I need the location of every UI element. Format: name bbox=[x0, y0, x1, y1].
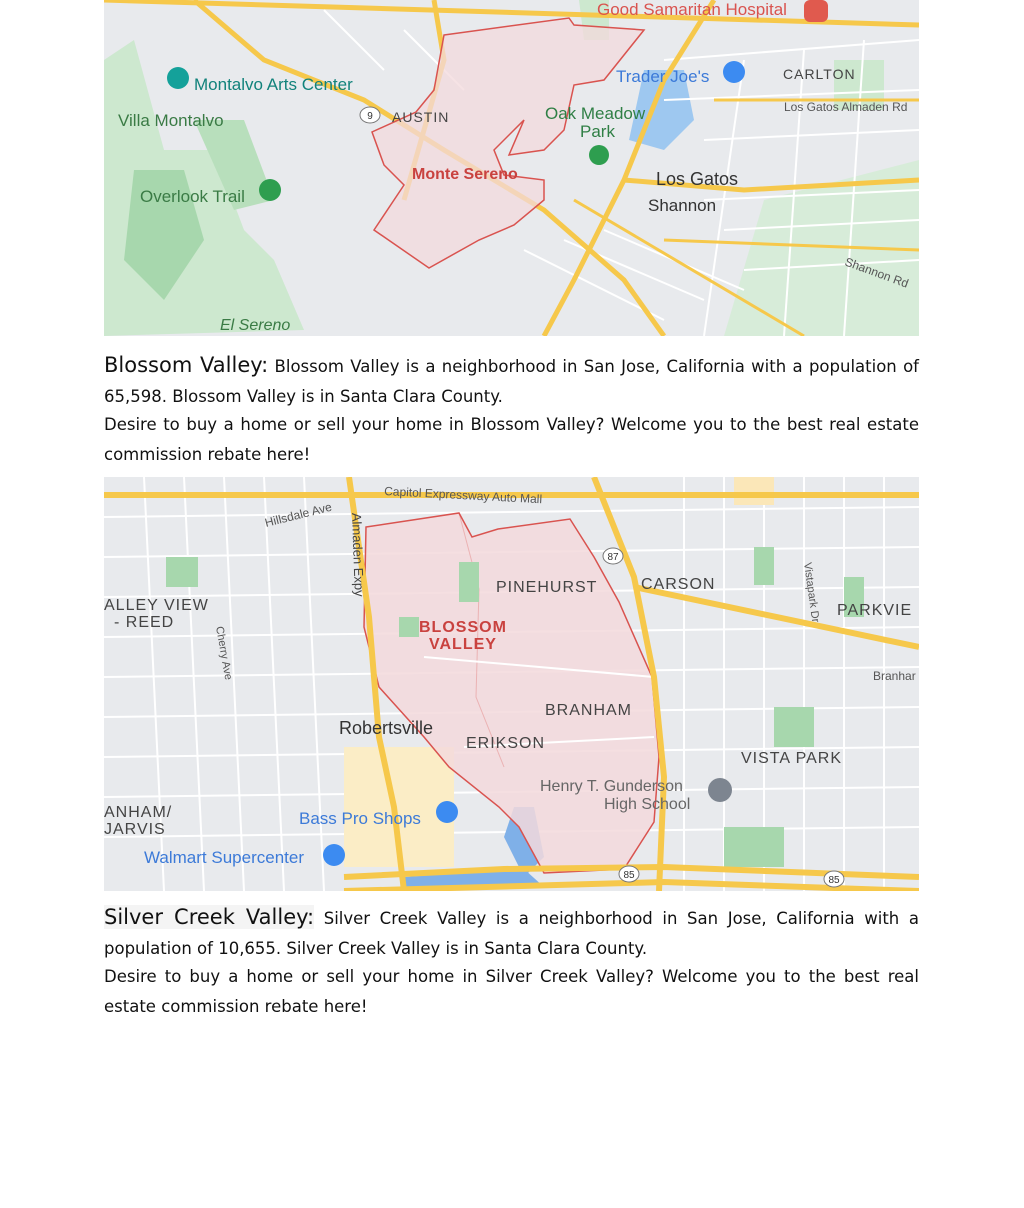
parkview-label: PARKVIE bbox=[837, 602, 913, 619]
valley-label: VALLEY bbox=[429, 636, 497, 653]
banham-label: ANHAM/ bbox=[104, 804, 173, 821]
blossom-valley-paragraph bbox=[104, 350, 919, 412]
oak-meadow-label: Oak Meadow bbox=[545, 104, 646, 123]
park-tree-icon bbox=[589, 145, 609, 165]
hillsdale-label: Hillsdale Ave bbox=[263, 499, 334, 530]
route-87-label: 87 bbox=[607, 552, 619, 563]
vistapark-dr-label: Vistapark Dr bbox=[801, 561, 822, 624]
shannon-rd-label: Shannon Rd bbox=[842, 254, 911, 291]
route-85b-label: 85 bbox=[828, 875, 840, 886]
almaden-rd-label: Los Gatos Almaden Rd bbox=[784, 100, 908, 114]
silver-creek-paragraph bbox=[104, 902, 919, 964]
gunderson-label: Henry T. Gunderson bbox=[540, 778, 683, 795]
austin-label: AUSTIN bbox=[392, 109, 450, 125]
branham-label: BRANHAM bbox=[545, 702, 633, 719]
overlook-label: Overlook Trail bbox=[140, 187, 245, 206]
school-icon bbox=[708, 778, 732, 802]
route-9-label: 9 bbox=[367, 111, 373, 122]
arts-center-icon bbox=[167, 67, 189, 89]
vista-park-label: VISTA PARK bbox=[741, 750, 842, 767]
park-area bbox=[754, 547, 774, 585]
valley-view-reed-label: - REED bbox=[114, 614, 175, 631]
hospital-icon bbox=[804, 0, 828, 22]
park-area bbox=[774, 707, 814, 747]
map-blossom-valley bbox=[104, 477, 919, 891]
silver-creek-cta: Desire to buy a home or sell your home in Silver Creek Valley? Welcome you to the best real estate commission rebate here! bbox=[104, 967, 919, 1016]
commercial-area bbox=[734, 477, 774, 505]
carson-label: CARSON bbox=[641, 576, 716, 593]
shopping-cart-icon bbox=[723, 61, 745, 83]
hiking-icon bbox=[259, 179, 281, 201]
park-area bbox=[459, 562, 479, 602]
shannon-label: Shannon bbox=[648, 196, 717, 215]
blossom-label: BLOSSOM bbox=[419, 619, 507, 636]
cherry-label: Cherry Ave bbox=[213, 625, 235, 681]
high-school-label: High School bbox=[604, 796, 691, 813]
park-area bbox=[724, 827, 784, 867]
shopping-bag-icon bbox=[323, 844, 345, 866]
map-blossom-valley-canvas bbox=[104, 477, 919, 891]
trader-joes-label: Trader Joe's bbox=[616, 67, 710, 86]
park-area bbox=[166, 557, 198, 587]
almaden-label: Almaden Expy bbox=[349, 512, 367, 597]
monte-sereno-label: Monte Sereno bbox=[412, 166, 518, 183]
el-sereno-label: El Sereno bbox=[220, 317, 291, 334]
shopping-bag-icon bbox=[436, 801, 458, 823]
carlton-label: CARLTON bbox=[783, 66, 856, 82]
jarvis-label: JARVIS bbox=[104, 821, 166, 838]
hospital-label: Good Samaritan Hospital bbox=[597, 0, 787, 19]
silver-creek-body: Silver Creek Valley is a neighborhood in San Jose, California with a population of 10,655. Silver Creek Valley is in Santa Clara County. bbox=[104, 909, 919, 958]
blossom-valley-cta: Desire to buy a home or sell your home in Blossom Valley? Welcome you to the best real estate commission rebate here! bbox=[104, 415, 919, 464]
route-85a-label: 85 bbox=[623, 870, 635, 881]
map-monte-sereno-canvas bbox=[104, 0, 919, 336]
bass-pro-label: Bass Pro Shops bbox=[299, 809, 421, 828]
erikson-label: ERIKSON bbox=[466, 735, 546, 752]
arts-center-label: Montalvo Arts Center bbox=[194, 75, 353, 94]
los-gatos-label: Los Gatos bbox=[656, 169, 739, 189]
park-area bbox=[399, 617, 419, 637]
capitol-label: Capitol Expressway Auto Mall bbox=[383, 484, 543, 507]
pinehurst-label: PINEHURST bbox=[496, 579, 598, 596]
walmart-label: Walmart Supercenter bbox=[144, 848, 304, 867]
blossom-valley-heading: Blossom Valley: bbox=[104, 353, 269, 377]
map-monte-sereno bbox=[104, 0, 919, 336]
villa-label: Villa Montalvo bbox=[118, 111, 224, 130]
valley-view-label: ALLEY VIEW bbox=[104, 597, 209, 614]
robertsville-label: Robertsville bbox=[339, 718, 434, 738]
silver-creek-heading: Silver Creek Valley: bbox=[104, 905, 315, 929]
blossom-valley-body: Blossom Valley is a neighborhood in San Jose, California with a population of 65,598. Blossom Valley is in Santa Clara County. bbox=[104, 357, 919, 406]
oak-meadow-park-label: Park bbox=[580, 122, 615, 141]
branham-road-label: Branhar bbox=[873, 669, 916, 683]
